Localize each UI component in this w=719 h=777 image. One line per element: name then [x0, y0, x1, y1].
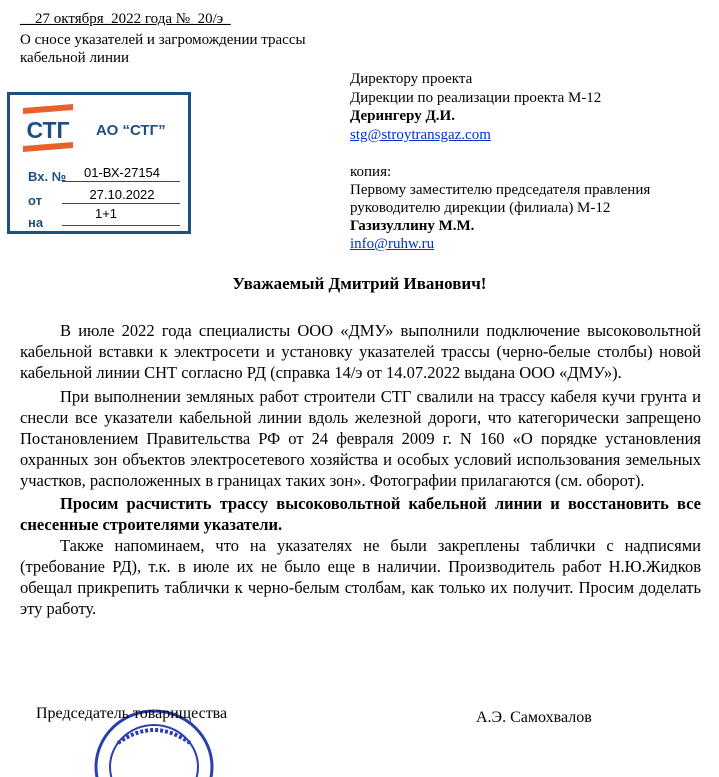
- signatory-title: Председатель товарищества: [36, 705, 228, 722]
- greeting: Уважаемый Дмитрий Иванович!: [232, 274, 487, 293]
- paragraph-2: При выполнении земляных работ строители СТГ свалили на трассу кабеля кучи грунта и снесли все указатели кабельной линии вдоль железной дороги, что категорически запрещено Постановлением Правительства РФ от 24 февраля 2009 г. N 160 «О порядке установления охранных зон объектов электросетевого хозяйства и особых условий использования земельных участков, расположенных в границах таких зон». Фотографии прилагаются (см. оборот).: [20, 387, 701, 490]
- copy-email-link[interactable]: info@ruhw.ru: [350, 236, 435, 252]
- letter-date-number: __27 октября_2022 года №_20/э_: [20, 11, 231, 27]
- stamp-org: АО “СТГ”: [96, 122, 166, 139]
- signatory-name: А.Э. Самохвалов: [476, 709, 592, 726]
- addressee-name: Дерингеру Д.И.: [350, 108, 455, 124]
- stamp-line: [62, 203, 180, 204]
- subject-line-2: кабельной линии: [20, 50, 130, 66]
- addressee-line-2: Дирекции по реализации проекта М-12: [350, 90, 602, 106]
- paragraph-3-request: Просим расчистить трассу высоковольтной кабельной линии и восстановить все снесенные строителями указатели.: [20, 494, 701, 534]
- addressee-line-1: Директору проекта: [350, 71, 473, 87]
- stamp-from-label: от: [28, 193, 42, 208]
- stamp-line: [62, 225, 180, 226]
- stamp-in-label: Вх. №: [28, 169, 67, 184]
- subject-line-1: О сносе указателей и загромождении трассы: [20, 32, 306, 48]
- paragraph-4: Также напоминаем, что на указателях не были закреплены таблички с надписями (требование РД), т.к. в июле их не было еще в наличии. Производитель работ Н.Ю.Жидков обещал прикрепить таблички к черно-белым столбам, как только их получит. Просим доделать эту работу.: [20, 536, 701, 618]
- copy-name: Газизуллину М.М.: [350, 218, 475, 234]
- copy-line-2: руководителю дирекции (филиала) М-12: [350, 200, 611, 216]
- stamp-from-value: 27.10.2022: [89, 187, 155, 202]
- incoming-stamp: [7, 92, 191, 234]
- stamp-on-label: на: [28, 215, 44, 230]
- paragraph-1: В июле 2022 года специалисты ООО «ДМУ» выполнили подключение высоковольтной кабельной вставки к электросети и установку указателей трассы (черно-белые столбы) новой кабельной линии СНТ согласно РД (справка 14/э от 14.07.2022 выдана ООО «ДМУ»).: [20, 321, 701, 382]
- stg-logo-text: СТГ: [26, 117, 70, 143]
- stamp-on-value: 1+1: [94, 206, 118, 221]
- copy-label: копия:: [350, 164, 392, 180]
- stamp-line: [62, 181, 180, 182]
- stg-logo-icon: [17, 104, 77, 154]
- stamp-in-value: 01-ВХ-27154: [83, 165, 161, 180]
- letter-body: [20, 320, 701, 619]
- copy-line-1: Первому заместителю председателя правления: [350, 182, 651, 198]
- addressee-email-link[interactable]: stg@stroytransgaz.com: [350, 127, 491, 143]
